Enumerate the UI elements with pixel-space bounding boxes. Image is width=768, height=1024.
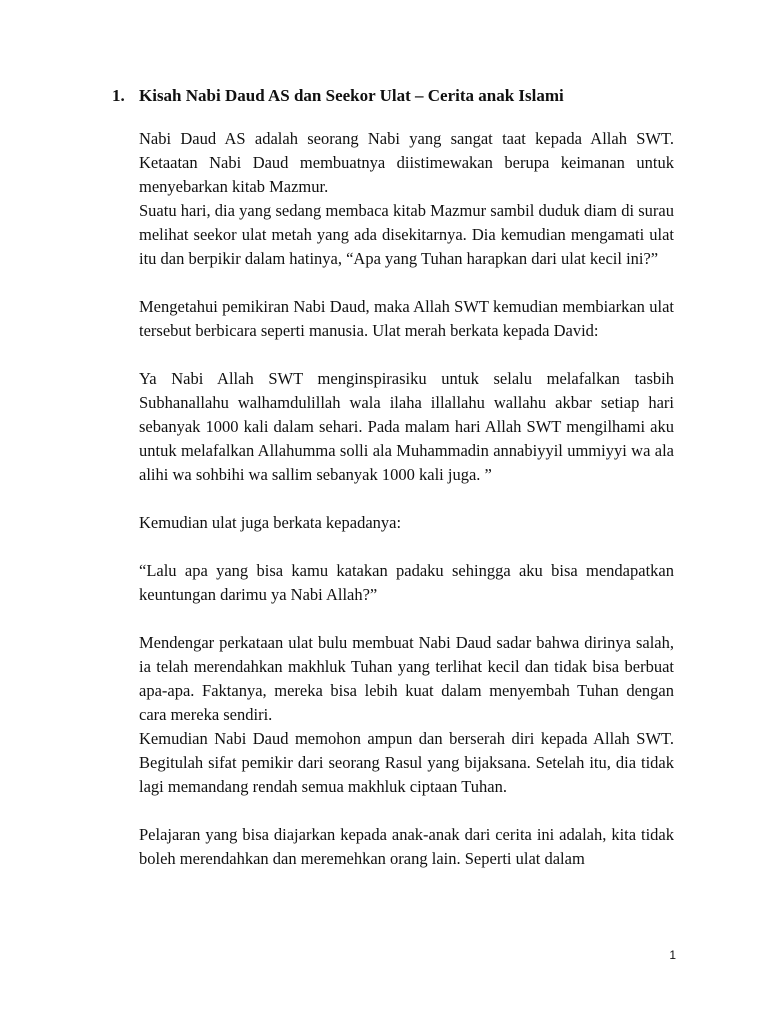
paragraph-question: “Lalu apa yang bisa kamu katakan padaku sehingga aku bisa mendapatkan keuntungan darimu ya Nabi Allah?” — [139, 561, 674, 604]
paragraph-allah-response: Mengetahui pemikiran Nabi Daud, maka Allah SWT kemudian membiarkan ulat tersebut berbicara seperti manusia. Ulat merah berkata kepada David: — [139, 297, 674, 340]
heading-number: 1. — [112, 86, 125, 105]
paragraph-intro: Nabi Daud AS adalah seorang Nabi yang sangat taat kepada Allah SWT. Ketaatan Nabi Daud membuatnya diistimewakan berupa keimanan untuk menyebarkan kitab Mazmur. — [139, 129, 674, 196]
paragraph-observation: Suatu hari, dia yang sedang membaca kitab Mazmur sambil duduk diam di surau melihat seekor ulat metah yang ada disekitarnya. Dia kemudian mengamati ulat itu dan berpikir dalam hatinya, “Apa yang Tuhan harapkan dari ulat kecil ini?” — [139, 201, 674, 268]
story-body — [139, 127, 674, 871]
paragraph-caterpillar-asks: Kemudian ulat juga berkata kepadanya: — [139, 513, 402, 532]
page-number: 1 — [669, 948, 676, 962]
heading-title: Kisah Nabi Daud AS dan Seekor Ulat – Cerita anak Islami — [139, 86, 564, 105]
paragraph-lesson: Pelajaran yang bisa diajarkan kepada anak-anak dari cerita ini adalah, kita tidak boleh merendahkan dan meremehkan orang lain. Seperti ulat dalam — [139, 825, 674, 868]
paragraph-realization: Mendengar perkataan ulat bulu membuat Nabi Daud sadar bahwa dirinya salah, ia telah merendahkan makhluk Tuhan yang terlihat kecil dan tidak bisa berbuat apa-apa. Faktanya, mereka bisa lebih kuat dalam menyembah Tuhan dengan cara mereka sendiri. — [139, 633, 674, 724]
paragraph-caterpillar-speech: Ya Nabi Allah SWT menginspirasiku untuk selalu melafalkan tasbih Subhanallahu walhamdulillah wala ilaha illallahu wallahu akbar setiap hari sebanyak 1000 kali dalam sehari. Pada malam hari Allah SWT mengilhami aku untuk melafalkan Allahumma solli ala Muhammadin annabiyyil ummiyyi wa ala alihi wa sohbihi wa sallim sebanyak 1000 kali juga. ” — [139, 369, 674, 484]
paragraph-repentance: Kemudian Nabi Daud memohon ampun dan berserah diri kepada Allah SWT. Begitulah sifat pemikir dari seorang Rasul yang bijaksana. Setelah itu, dia tidak lagi memandang rendah semua makhluk ciptaan Tuhan. — [139, 729, 674, 796]
story-heading — [112, 84, 672, 108]
